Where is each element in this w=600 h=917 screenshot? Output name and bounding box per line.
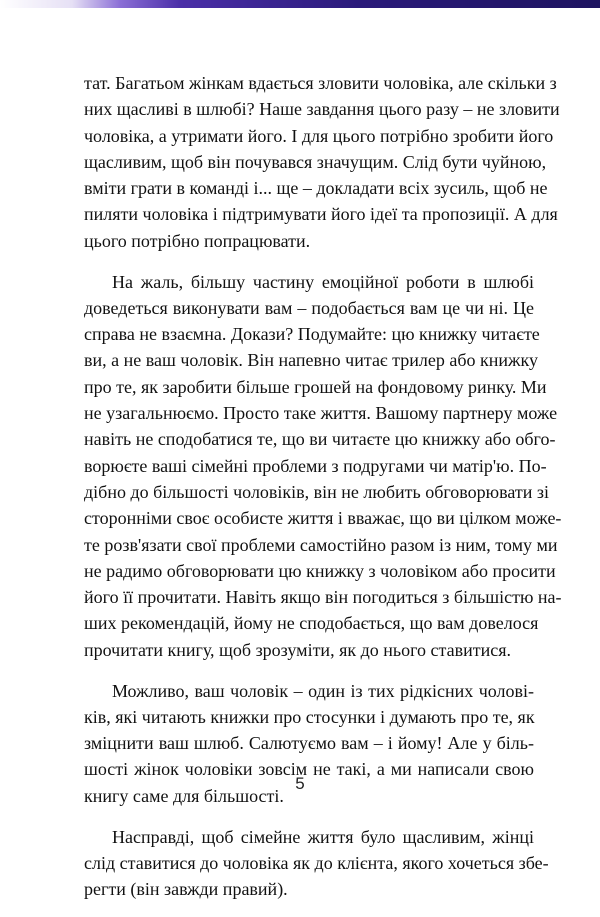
text-line: Насправді, щоб сімейне життя було щасливим, жінці [112,826,534,847]
text-line: не узагальнюємо. Просто таке життя. Вашому партнеру може [84,403,558,424]
paragraph-1 [84,70,560,254]
text-line: не радимо обговорювати цю книжку з чоловіком або просити [84,560,556,581]
text-line: них щасливі в шлюбі? Наше завдання цього разу – не зловити [84,99,560,120]
text-line: вміти грати в команді і... ще – докладати всіх зусиль, щоб не [84,178,548,199]
text-line: ви, а не ваш чоловік. Він напевно читає трилер або книжку [84,350,538,371]
text-line: книгу саме для більшості. [84,785,284,806]
text-line: дібно до більшості чоловіків, він не любить обговорювати зі [84,481,550,502]
text-line: Можливо, ваш чоловік – один із тих рідкісних чолові- [112,680,534,701]
text-line: пиляти чоловіка і підтримувати його ідеї та пропозиції. А для [84,204,558,225]
text-line: справа не взаємна. Докази? Подумайте: цю книжку читаєте [84,324,540,345]
text-line: слід ставитися до чоловіка як до клієнта, якого хочеться збе- [84,852,549,873]
text-line: його її прочитати. Навіть якщо він погодиться з більшістю на- [84,587,562,608]
text-line: шості жінок чоловіки зовсім не такі, а ми написали свою [84,759,534,780]
text-line: те розв'язати свої проблеми самостійно разом із ним, тому ми [84,534,558,555]
text-line: щасливим, щоб він почувався значущим. Слід бути чуйною, [84,151,547,172]
text-line: регти (він завжди правий). [84,879,288,900]
text-line: цього потрібно попрацювати. [84,230,311,251]
text-line: ворюєте ваші сімейні проблеми з подругами чи матір'ю. По- [84,455,547,476]
page-number: 5 [295,774,305,793]
text-line: ків, які читають книжки про стосунки і думають про те, як [84,706,535,727]
text-line: прочитати книгу, щоб зрозуміти, як до нього ставитися. [84,639,511,660]
text-line: ших рекомендацій, йому не сподобається, що вам довелося [84,613,539,634]
text-line: зміцнити ваш шлюб. Салютуємо вам – і йому! Але у біль- [84,733,534,754]
text-line: сторонніми своє особисте життя і вважає, що ви цілком може- [84,508,562,529]
text-line: доведеться виконувати вам – подобається вам це чи ні. Це [84,297,534,318]
text-line: тат. Багатьом жінкам вдається зловити чоловіка, але скільки з [84,73,557,93]
text-line: На жаль, більшу частину емоційної роботи в шлюбі [112,271,534,292]
paragraph-4 [84,824,549,903]
text-line: про те, як заробити більше грошей на фондовому ринку. Ми [84,376,547,397]
top-color-band [0,0,600,8]
text-line: навіть не сподобатися те, що ви читаєте цю книжку або обго- [84,429,556,450]
text-line: чоловіка, а утримати його. І для цього потрібно зробити його [84,125,554,146]
paragraph-2 [84,269,562,663]
